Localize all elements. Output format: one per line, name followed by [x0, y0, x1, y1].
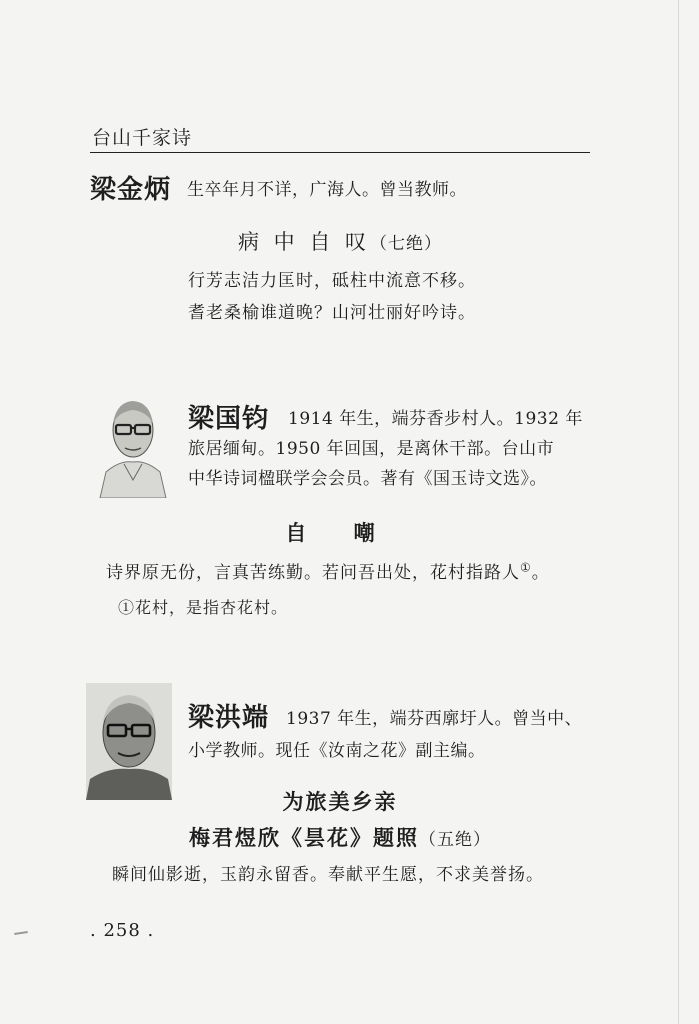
portrait-drawing [96, 388, 170, 498]
poet-bio: 生卒年月不详，广海人。曾当教师。 [187, 180, 467, 200]
page-edge-line [678, 0, 679, 1024]
poet-bio: 1937 年生，端芬西廓圩人。曾当中、 [286, 709, 583, 729]
poem-line: 诗界原无份，言真苦练勤。若问吾出处，花村指路人①。 [106, 560, 550, 583]
poet-name: 梁国钧 [188, 404, 270, 434]
portrait-photo [86, 683, 172, 800]
poem-form: （七绝） [370, 234, 443, 254]
poem-title-block [90, 822, 590, 852]
poem-title-line1: 为旅美乡亲 [282, 790, 398, 814]
poem-title-block [90, 226, 590, 256]
poem-title: 病 中 自 叹 [237, 230, 371, 254]
poem-line: 耆老桑榆谁道晚？山河壮丽好吟诗。 [188, 303, 476, 323]
poet-bio: 1914 年生，端芬香步村人。1932 年 [288, 409, 583, 429]
poem-title-line2: 梅君煜欣《昙花》题照 [189, 826, 419, 850]
poet-name: 梁洪端 [188, 703, 270, 733]
poet-bio: 中华诗词楹联学会会员。著有《国玉诗文选》。 [188, 469, 547, 489]
footnote-marker: ① [520, 560, 532, 575]
header-rule [90, 152, 590, 153]
poet-name: 梁金炳 [90, 175, 172, 205]
poem-line: 瞬间仙影逝，玉韵永留香。奉献平生愿，不求美誉扬。 [112, 865, 544, 885]
footnote: ①花村，是指杏花村。 [118, 598, 289, 617]
portrait-drawing [86, 683, 172, 800]
poet-bio: 小学教师。现任《汝南之花》副主编。 [188, 741, 486, 761]
poem-form: （五绝） [419, 830, 491, 850]
page-number: . 258 . [90, 920, 155, 941]
poem-text: 诗界原无份，言真苦练勤。若问吾出处，花村指路人 [106, 563, 520, 583]
poem-title: 自 嘲 [285, 521, 395, 545]
running-header: 台山千家诗 [92, 127, 193, 149]
scan-speck [14, 931, 28, 935]
poet-bio: 旅居缅甸。1950 年回国，是离休干部。台山市 [188, 439, 555, 459]
poem-line: 行芳志洁力匡时，砥柱中流意不移。 [188, 271, 476, 291]
portrait-photo [96, 388, 170, 498]
